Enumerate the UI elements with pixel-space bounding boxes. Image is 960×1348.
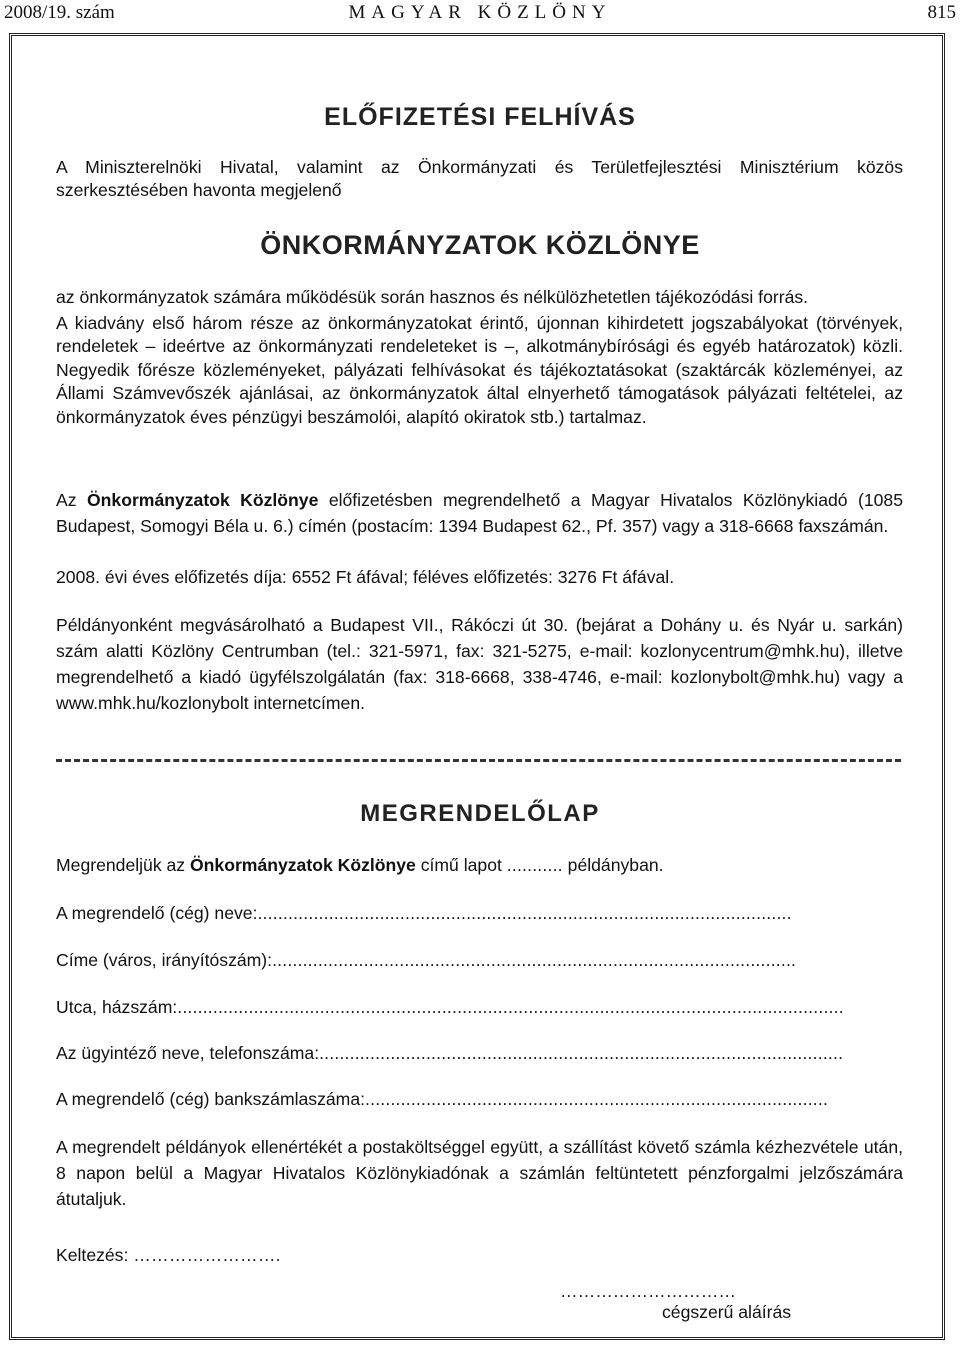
company-name-field[interactable]: .........................................................................................................	[257, 903, 792, 923]
publication-name: ÖNKORMÁNYZATOK KÖZLÖNYE	[260, 230, 700, 260]
notice-title: ELŐFIZETÉSI FELHÍVÁS	[324, 103, 636, 131]
order-form-title: MEGRENDELŐLAP	[360, 800, 600, 827]
order-post: című lapot	[415, 855, 507, 875]
order-pre: Megrendeljük az	[56, 855, 190, 875]
contact-row	[56, 1042, 902, 1064]
page-number: 815	[927, 2, 956, 23]
order-end: példányban.	[567, 855, 664, 875]
subscription-text	[56, 487, 903, 539]
quantity-field[interactable]: ...........	[506, 855, 563, 875]
intro-text: A Miniszterelnöki Hivatal, valamint az Önkormányzati és Területfejlesztési Minisztérium közös szerkesztésében havonta megjelenő	[56, 157, 903, 201]
order-quantity-line	[56, 854, 902, 876]
date-row	[56, 1244, 902, 1266]
date-label: Keltezés:	[56, 1245, 129, 1265]
page-header	[0, 0, 960, 26]
purchase-text: Példányonként megvásárolható a Budapest VII., Rákóczi út 30. (bejárat a Dohány u. és Nyár u. sarkán) szám alatti Közlöny Centrumban (tel.: 321-5971, fax: 321-5275, e-mail: kozlonycentrum@mhk.hu), illetve megrendelhető a kiadó ügyfélszolgálatán (fax: 318-6668, 338-4746, e-mail: kozlonybolt@mhk.hu) vagy a www.mhk.hu/kozlonybolt internetcímen.	[56, 615, 903, 713]
payment-text: A megrendelt példányok ellenértékét a postaköltséggel együtt, a szállítást követő számla kézhezvétele után, 8 napon belül a Magyar Hivatalos Közlönykiadónak a számlán feltüntetett pénzforgalmi jelzőszámára átutaljuk.	[56, 1137, 903, 1209]
description-body: A kiadvány első három része az önkormányzatokat érintő, újonnan kihirdetett jogszabályokat (törvények, rendeletek – ideértve az önkormányzati rendeleteket is –, alkotmánybírósági és egyéb határozatok) közli. Negyedik főrésze közleményeket, pályázati felhívásokat és tájékoztatásokat (szaktárcák közleményei, az Állami Számvevőszék ajánlásai, az önkormányzatok által elnyerhető támogatások pályázati feltételei, az önkormányzatok éves pénzügyi beszámolói, alapító okiratok stb.) tartalmaz.	[56, 313, 903, 427]
street-field[interactable]: ...................................................................................................................................	[177, 997, 844, 1017]
bank-account-row	[56, 1088, 902, 1110]
signature-label: cégszerű aláírás	[662, 1302, 792, 1322]
subscription-publication: Önkormányzatok Közlönye	[86, 490, 319, 510]
signature-line[interactable]: …………………………	[560, 1281, 736, 1301]
description-line: az önkormányzatok számára működésük során hasznos és nélkülözhetetlen tájékozódási forrás.	[56, 287, 809, 307]
bank-account-label: A megrendelő (cég) bankszámlaszáma:	[56, 1089, 366, 1109]
bank-account-field[interactable]: ...........................................................................................	[365, 1089, 829, 1109]
issue-number: 2008/19. szám	[4, 2, 115, 23]
address-row	[56, 949, 902, 971]
address-field[interactable]: .......................................................................................................	[272, 950, 797, 970]
date-field[interactable]: …………………….	[133, 1245, 281, 1265]
street-row	[56, 996, 902, 1018]
subscription-post: előfizetésben megrendelhető a Magyar Hivatalos Közlönykiadó (1085 Budapest, Somogyi Béla u. 6.) címén (postacím: 1394 Budapest 62., Pf. 357) vagy a 318-6668 faxszámán.	[56, 490, 903, 536]
subscription-pre: Az	[56, 490, 87, 510]
address-label: Címe (város, irányítószám):	[56, 950, 273, 970]
contact-field[interactable]: .......................................................................................................	[319, 1043, 844, 1063]
street-label: Utca, házszám:	[56, 997, 178, 1017]
price-text: 2008. évi éves előfizetés díja: 6552 Ft áfával; féléves előfizetés: 3276 Ft áfával.	[56, 567, 675, 587]
order-publication: Önkormányzatok Közlönye	[189, 855, 416, 875]
contact-label: Az ügyintéző neve, telefonszáma:	[56, 1043, 320, 1063]
cut-line	[56, 759, 901, 762]
company-name-label: A megrendelő (cég) neve:	[56, 903, 258, 923]
company-name-row	[56, 902, 902, 924]
journal-title: MAGYAR KÖZLÖNY	[348, 2, 612, 23]
